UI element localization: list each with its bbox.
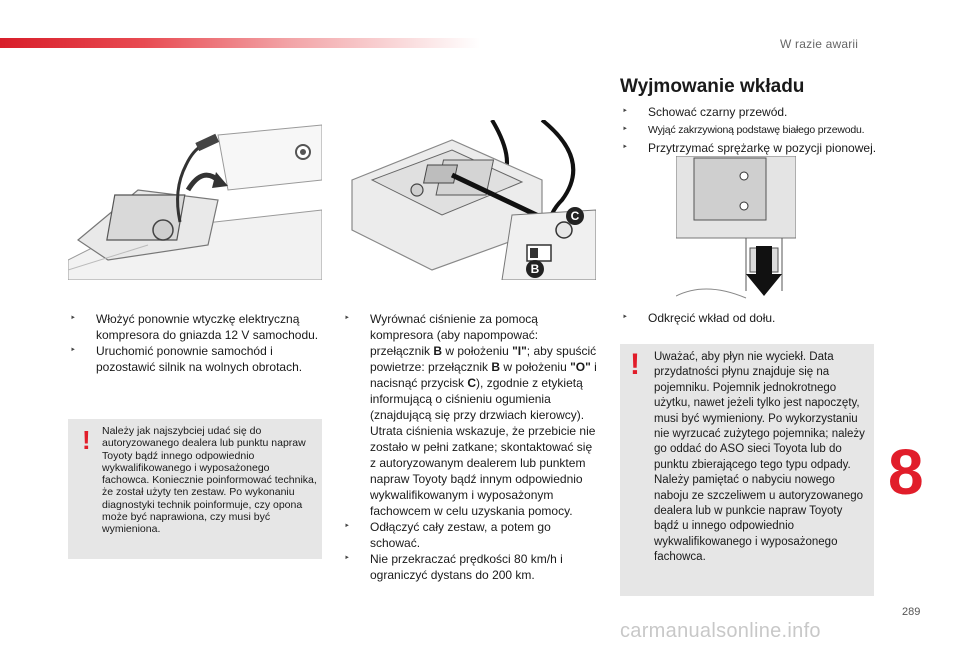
compressor-switch-illustration [342,120,596,280]
page-title: Wyjmowanie wkładu [620,76,805,97]
list-item-text: Nie przekraczać prędkości 80 km/h i ograniczyć dystans do 200 km. [370,552,563,582]
list-item-text: Wyrównać ciśnienie za pomocą kompresora (aby napompować: przełącznik B w położeniu "I"; aby spuścić powietrze: przełącznik B w położeniu "O" i nacisnąć przycisk C), zgodnie z etykietą informującą o ciśnieniu ogumienia (znajdującą się przy drzwiach kierowcy). Utrata ciśnienia wskazuje, że przebicie nie zostało w pełni zatkane; skontaktować się z autoryzowanym dealerem lub punktem napraw Toyoty bądź innym odpowiednio wykwalifikowanym i wyposażonym fachowcem w celu uzyskania pomocy. [370,312,597,518]
label-b: B [530,262,540,276]
list-item-text: Schować czarny przewód. [648,105,788,119]
warning-text: Należy jak najszybciej udać się do autoryzowanego dealera lub punktu napraw Toyoty bądź innego odpowiednio wykwalifikowanego i wyposażonego fachowca. Koniecznie poinformować technika, że został użyty ten zestaw. Po wykonaniu diagnostyki technik poinformuje, czy opona może być naprawiona, czy musi być wymieniona. [102,425,317,536]
list-item [342,311,600,519]
header-accent-bar [0,38,480,48]
list-item [620,140,882,156]
chapter-number: 8 [888,436,924,508]
middle-text [342,311,600,583]
list-item-text: Uruchomić ponownie samochód i pozostawić silnik na wolnych obrotach. [96,344,303,374]
page-number: 289 [902,606,921,618]
list-item [620,310,882,326]
warning-box [68,419,322,559]
bullet-icon: ‣ [622,124,628,135]
bullet-icon: ‣ [622,106,628,117]
section-title: W razie awarii [780,37,859,51]
list-item-text: Włożyć ponownie wtyczkę elektryczną kompresora do gniazda 12 V samochodu. [96,312,319,342]
cartridge-illustration [676,156,796,301]
bullet-icon: ‣ [70,345,76,356]
list-item-text: Przytrzymać sprężarkę w pozycji pionowej. [648,141,877,155]
label-c: C [570,209,580,223]
compressor-plug-illustration [68,120,322,280]
compressor-switch-drawing [342,120,596,280]
warning-box [620,344,874,596]
list-item [620,122,882,138]
watermark: carmanualsonline.info [620,620,821,642]
bullet-icon: ‣ [622,142,628,153]
bullet-icon: ‣ [344,553,350,564]
list-item [620,104,882,120]
bullet-icon: ‣ [70,313,76,324]
right-text-top [620,104,882,156]
list-item-text: Odkręcić wkład od dołu. [648,311,776,325]
warning-text: Uważać, aby płyn nie wyciekł. Data przydatności płynu znajduje się na pojemniku. Pojemnik jednokrotnego użytku, nawet jeżeli tylko jest napoczęty, musi być wymieniony. Po wykorzystaniu nie wyrzucać zużytego pojemnika; należy go oddać do ASO sieci Toyota lub do punktu zbierającego tego typu odpady. Należy pamiętać o nabyciu nowego naboju ze szczeliwem u autoryzowanego dealera lub w punkcie napraw Toyoty bądź u innego odpowiednio wykwalifikowanego i wyposażonego fachowca. [654,351,865,564]
warning-icon: ! [82,425,91,455]
bullet-icon: ‣ [344,313,350,324]
warning-icon: ! [630,348,640,381]
list-item [342,519,600,551]
list-item-text: Odłączyć cały zestaw, a potem go schować. [370,520,551,550]
list-item [68,311,328,343]
bullet-icon: ‣ [344,521,350,532]
bullet-icon: ‣ [622,312,628,323]
compressor-plug-drawing [68,120,322,280]
left-text [68,311,328,375]
list-item-text: Wyjąć zakrzywioną podstawę białego przewodu. [648,124,865,136]
list-item [342,551,600,583]
list-item [68,343,328,375]
right-text-mid [620,310,882,326]
cartridge-drawing [676,156,796,301]
